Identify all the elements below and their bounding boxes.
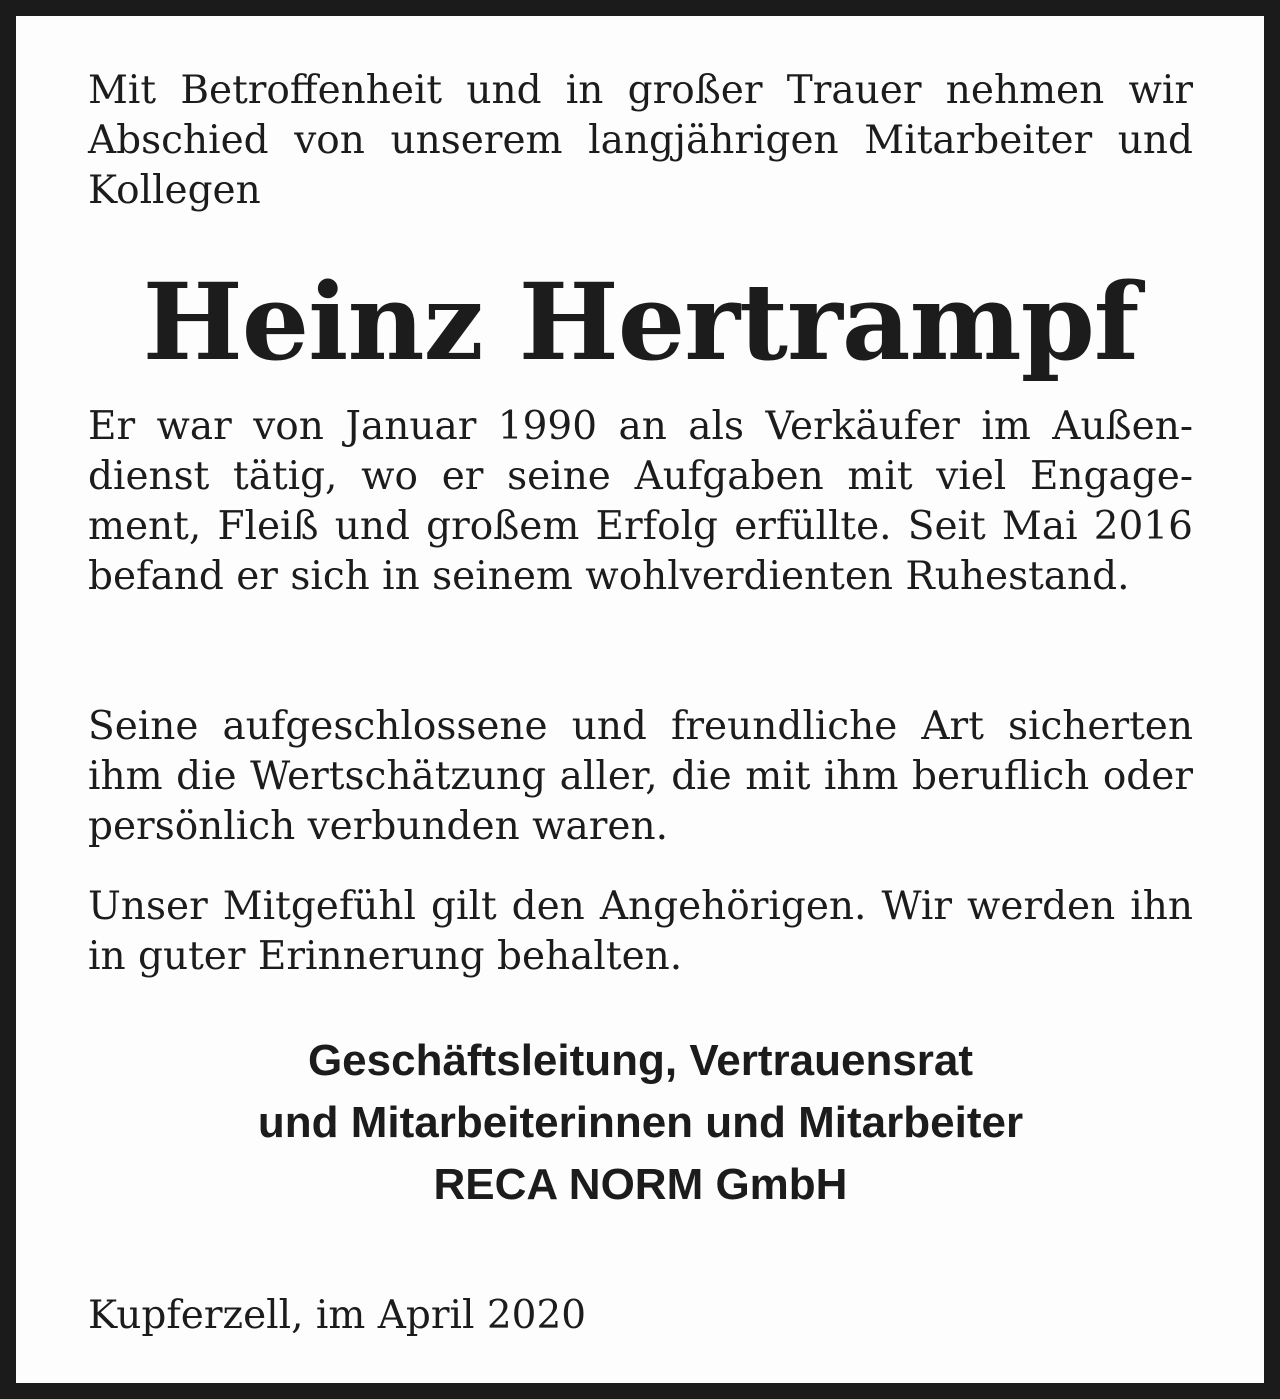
place-and-date: Kupferzell, im April 2020 bbox=[88, 1293, 587, 1338]
signature-company-name: RECA NORM GmbH bbox=[433, 1160, 848, 1209]
signature-block bbox=[88, 1030, 1193, 1216]
condolence-paragraph: Unser Mitgefühl gilt den Angehörigen. Wir werden ihn in guter Erinnerung behalten. bbox=[88, 884, 1193, 979]
character-paragraph: Seine aufgeschlossene und freundliche Art sicherten ihm die Wertschätzung aller, die mit ihm beruflich oder persönlich verbunden waren. bbox=[88, 704, 1193, 849]
intro-text: Mit Betroffenheit und in großer Trauer nehmen wir Abschied von unserem langjährigen Mitarbeiter und Kollegen bbox=[88, 68, 1193, 213]
signature-line-employees: und Mitarbeiterinnen und Mitarbeiter bbox=[257, 1098, 1024, 1147]
signature-line-management: Geschäftsleitung, Vertrauensrat bbox=[307, 1036, 974, 1085]
deceased-name: Heinz Hertrampf bbox=[142, 259, 1139, 384]
career-paragraph: Er war von Januar 1990 an als Verkäufer im Außendienst tätig, wo er seine Aufgaben mit viel Engagement, Fleiß und großem Erfolg erfüllte. Seit Mai 2016 befand er sich in seinem wohlverdienten Ruhestand. bbox=[88, 404, 1193, 599]
